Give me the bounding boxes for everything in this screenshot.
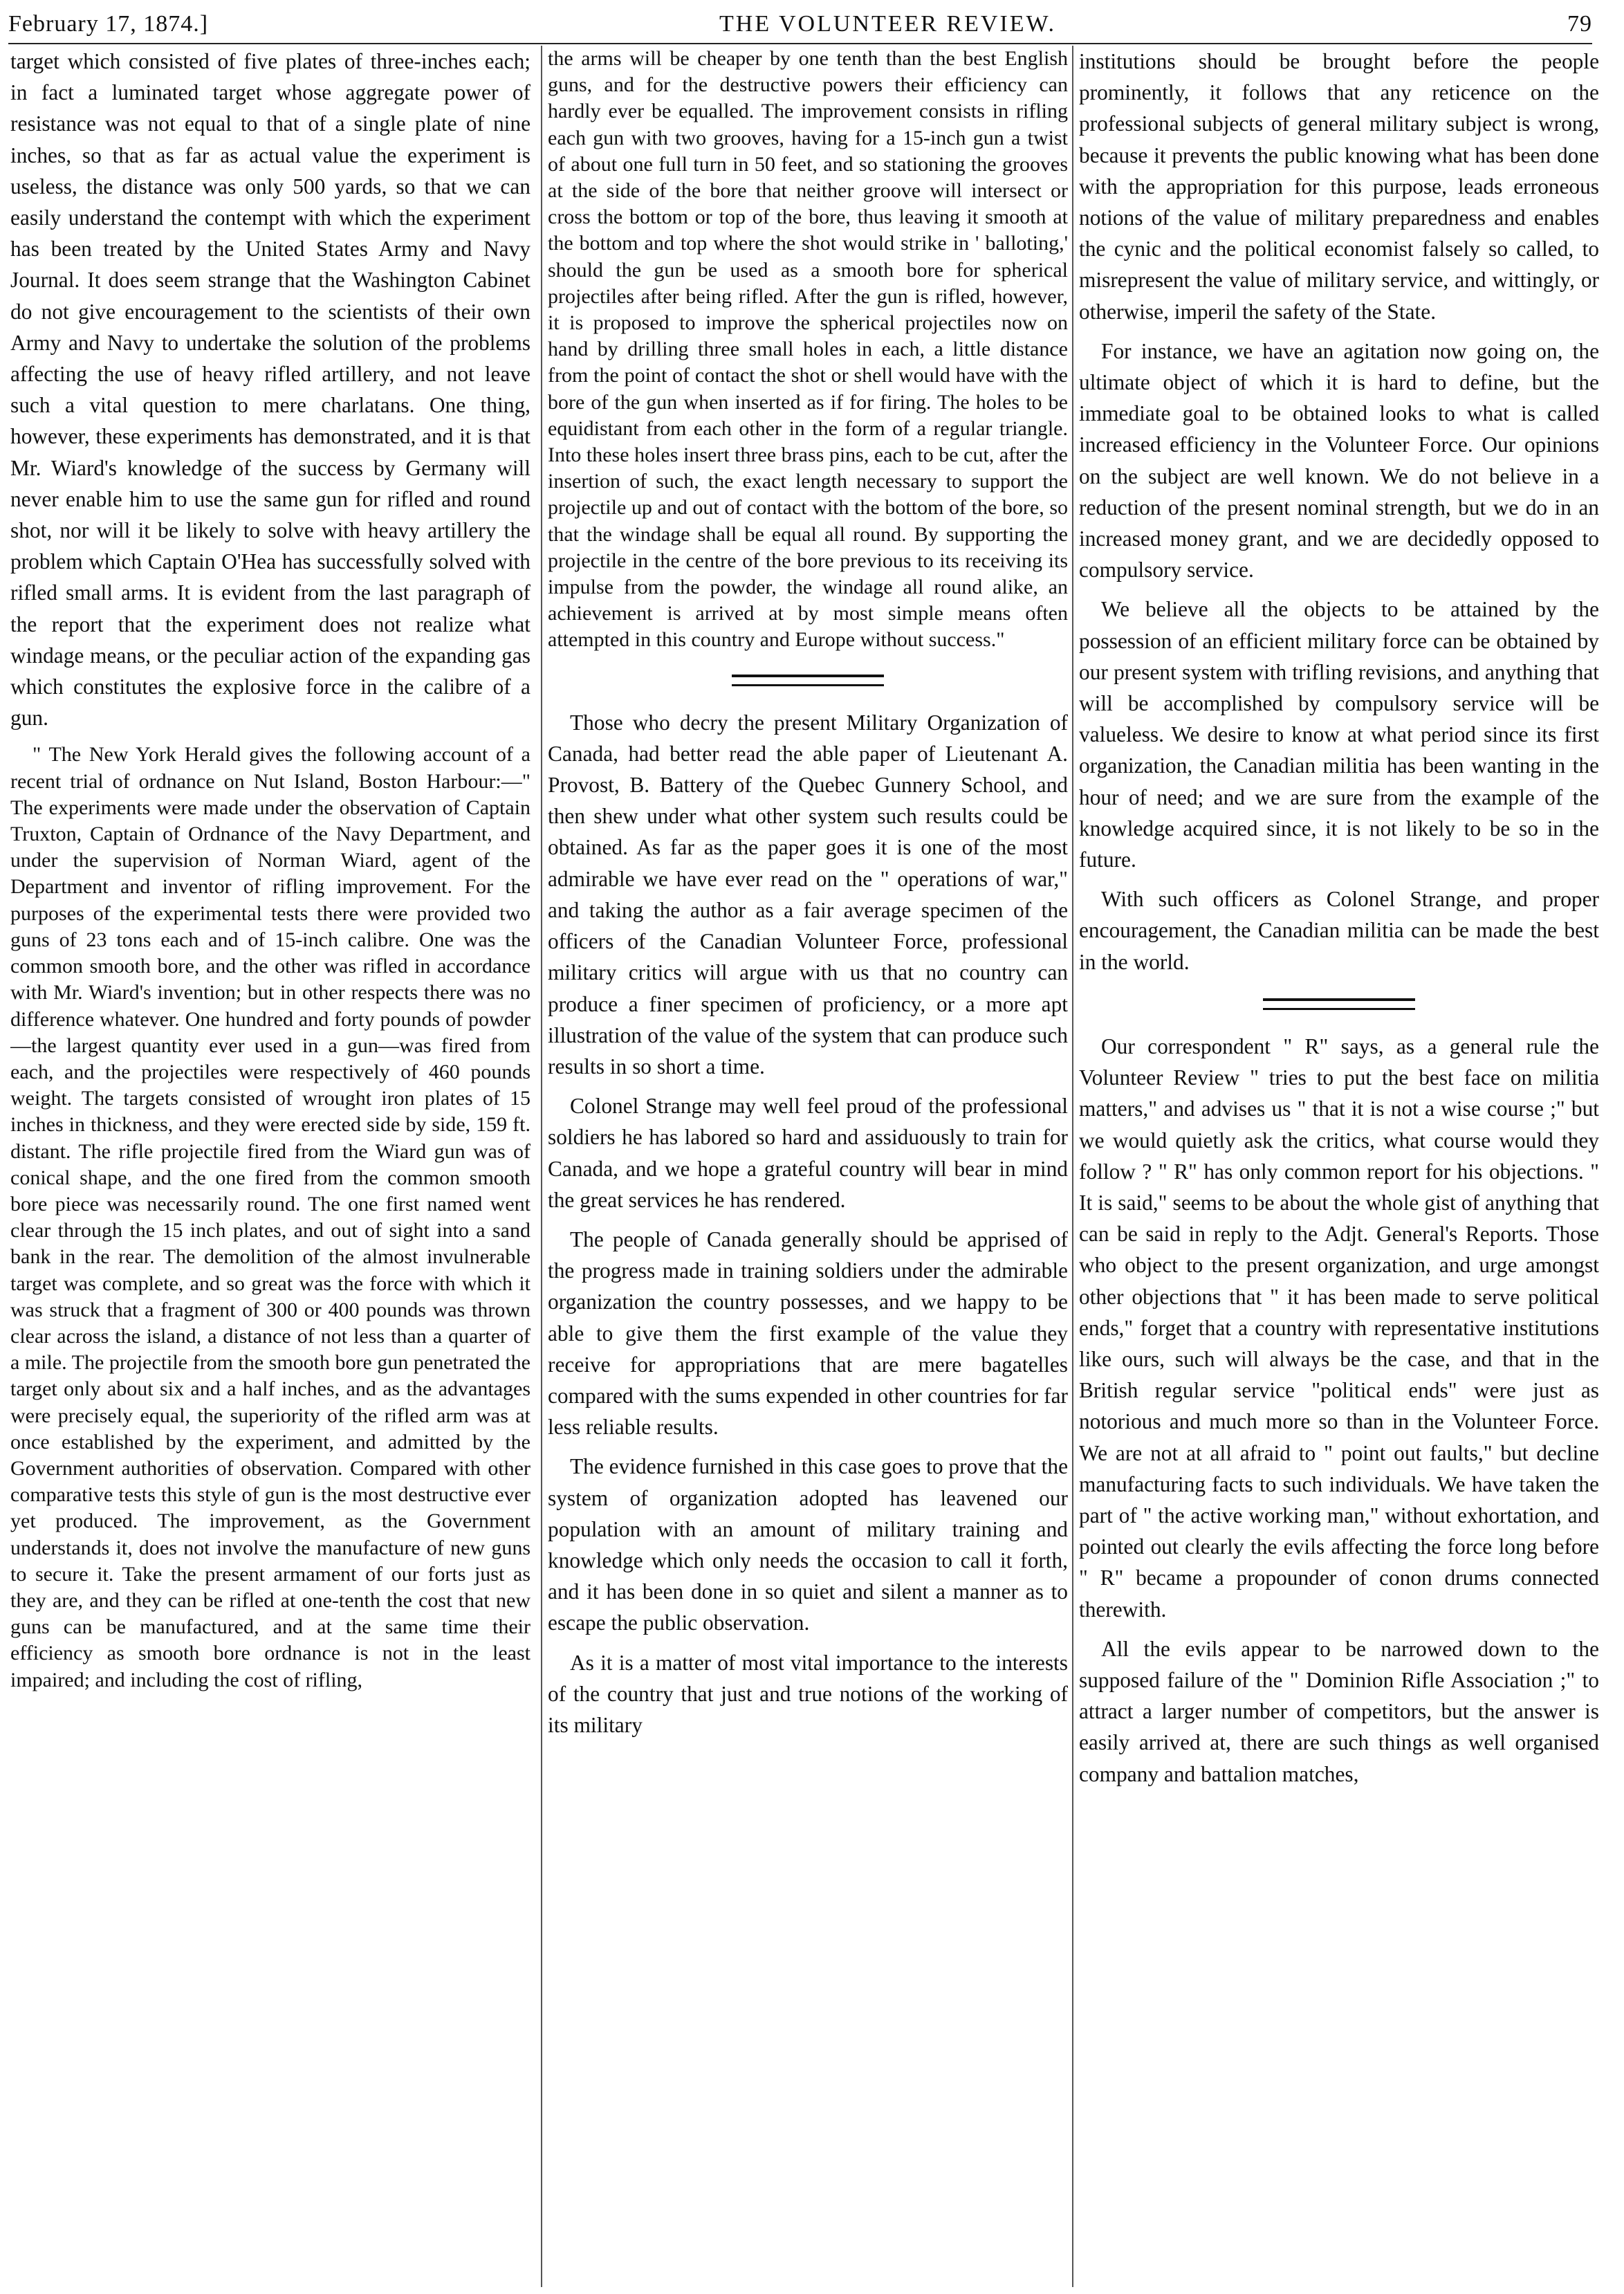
column-rule-2 xyxy=(1072,46,1073,2287)
article-paragraph: The evidence furnished in this case goes to prove that the system of organization adopted has leavened our population with an amount of military training and knowledge which only needs the occasion to call it forth, and it has been done in so quiet and silent a manner as to escape the public observation. xyxy=(548,1454,1068,1635)
article-paragraph: Colonel Strange may well feel proud of the professional soldiers he has labored so hard and assiduously to train for Canada, and we hope a grateful country will bear in mind the great services he has rendered. xyxy=(548,1094,1068,1212)
masthead-title: THE VOLUNTEER REVIEW. xyxy=(719,11,1057,37)
column-1 xyxy=(10,46,530,2273)
running-header xyxy=(8,7,1592,42)
article-paragraph: With such officers as Colonel Strange, and proper encouragement, the Canadian militia can be made the best in the world. xyxy=(1079,887,1599,974)
article-paragraph: target which consisted of five plates of three-inches each; in fact a luminated target whose aggregate power of resistance was not equal to that of a single plate of nine inches, so that as far as actual value the experiment is useless, the distance was only 500 yards, so that we can easily understand the contempt with which the experiment has been treated by the United States Army and Navy Journal. It does seem strange that the Washington Cabinet do not give encouragement to the scientists of their own Army and Navy to undertake the solution of the problems affecting the use of heavy rifled artillery, and not leave such a vital question to mere charlatans. One thing, however, these experiments has demonstrated, and it is that Mr. Wiard's knowledge of the success by Germany will never enable him to use the same gun for rifled and round shot, nor will it be likely to solve with heavy artillery the problem which Captain O'Hea has successfully solved with rifled small arms. It is evident from the last paragraph of the report that the experiment does not realize what windage means, or the peculiar action of the expanding gas which constitutes the explosive force in the calibre of a gun. xyxy=(10,49,530,731)
article-paragraph: institutions should be brought before the people prominently, it follows that any reticence on the professional subjects of general military subject is wrong, because it prevents the public knowing what has been done with the appropriation for this purpose, leads erroneous notions of the value of military preparedness and enables the cynic and the political economist falsely so called, to misrepresent the value of military service, and wittingly, or otherwise, imperil the safety of the State. xyxy=(1079,49,1599,324)
article-paragraph: " The New York Herald gives the following account of a recent trial of ordnance on Nut Island, Boston Harbour:—" The experiments were made under the observation of Captain Truxton, Captain of Ordnance of the Navy Department, and under the supervision of Norman Wiard, agent of the Department and inventor of rifling improvement. For the purposes of the experimental tests there were provided two guns of 23 tons each and of 15-inch calibre. One was the common smooth bore, and the other was rifled in accordance with Mr. Wiard's invention; but in other respects there was no difference whatever. One hundred and forty pounds of powder—the largest quantity ever used in a gun—was fired from each, and the projectiles were respectively of 460 pounds weight. The targets consisted of wrought iron plates of 15 inches in thickness, and they were erected side by side, 159 ft. distant. The rifle projectile fired from the Wiard gun was of conical shape, and the one fired from the common smooth bore piece was necessarily round. The one first named went clear through the 15 inch plates, and out of sight into a sand bank in the rear. The demolition of the almost invulnerable target was complete, and so great was the force with which it was struck that a fragment of 300 or 400 pounds was thrown clear across the island, a distance of not less than a quarter of a mile. The projectile from the smooth bore gun penetrated the target only about six and a half inches, and as the advantages were precisely equal, the superiority of the rifled arm was at once established by the experiment, and admitted by the Government authorities of observation. Compared with other comparative tests this style of gun is the most destructive ever yet produced. The improvement, as the Government understands it, does not involve the manufacture of new guns to secure it. Take the present armament of our forts just as they are, and they can be rifled at one-tenth the cost that new guns can be manufactured, and at the same time their efficiency as smooth bore ordnance is not in the least impaired; and including the cost of rifling, xyxy=(10,743,530,1691)
article-paragraph: All the evils appear to be narrowed down to the supposed failure of the " Dominion Rifle Association ;" to attract a larger number of competitors, but the answer is easily arrived at, there are such things as well organised company and battalion matches, xyxy=(1079,1636,1599,1786)
section-separator xyxy=(732,675,884,686)
header-rule xyxy=(8,43,1592,44)
article-paragraph: As it is a matter of most vital importance to the interests of the country that just and true notions of the working of its military xyxy=(548,1650,1068,1737)
article-paragraph: We believe all the objects to be attained by the possession of an efficient military force can be obtained by our present system with trifling revisions, and anything that will be accomplished by compulsory service will be valueless. We desire to know at what period since its first organization, the Canadian militia has been wanting in the hour of need; and we are sure from the example of the knowledge acquired since, it is not likely to be so in the future. xyxy=(1079,597,1599,872)
column-2 xyxy=(548,46,1068,2273)
section-separator xyxy=(1263,998,1415,1010)
article-paragraph: The people of Canada generally should be apprised of the progress made in training soldiers under the admirable organization the country possesses, and we happy to be able to give them the first example of the value they receive for appropriations that are mere bagatelles compared with the sums expended in other countries for far less reliable results. xyxy=(548,1227,1068,1440)
issue-date: February 17, 1874.] xyxy=(8,11,209,37)
column-rule-1 xyxy=(541,46,542,2287)
article-paragraph: Those who decry the present Military Organization of Canada, had better read the able paper of Lieutenant A. Provost, B. Battery of the Quebec Gunnery School, and then shew under what other system such results could be obtained. As far as the paper goes it is one of the most admirable we have ever read on the " operations of war," and taking the author as a fair average specimen of the officers of the Canadian Volunteer Force, professional military critics will argue with us that no country can produce a finer specimen of proficiency, or a more apt illustration of the value of the system that can produce such results in so short a time. xyxy=(548,710,1068,1079)
article-paragraph: the arms will be cheaper by one tenth than the best English guns, and for the destructive powers their efficiency can hardly ever be equalled. The improvement consists in rifling each gun with two grooves, having for a 15-inch gun a twist of about one full turn in 50 feet, and so stationing the grooves at the side of the bore that neither groove will intersect or cross the bottom or top of the bore, thus leaving it smooth at the bottom and top where the shot would strike in ' balloting,' should the gun be used as a smooth bore for spherical projectiles after being rifled. After the gun is rifled, however, it is proposed to improve the spherical projectiles now on hand by drilling three small holes in each, a little distance from the point of contact the shot or shell would have with the bore of the gun when inserted as if for firing. The holes to be equidistant from each other in the form of a regular triangle. Into these holes insert three brass pins, each to be cut, after the insertion of such, the exact length necessary to support the projectile up and out of contact with the bottom of the bore, so that the windage shall be equal all round. By supporting the projectile in the centre of the bore previous to its receiving its impulse from the powder, the windage all round alike, an achievement is arrived at by most simple means often attempted in this country and Europe without success." xyxy=(548,47,1068,652)
article-paragraph: For instance, we have an agitation now going on, the ultimate object of which it is hard to define, but the immediate goal to be obtained looks to what is called increased efficiency in the Volunteer Force. Our opinions on the subject are well known. We do not believe in a reduction of the present nominal strength, but we do in an increased money grant, and we are decidedly opposed to compulsory service. xyxy=(1079,338,1599,582)
article-paragraph: Our correspondent " R" says, as a general rule the Volunteer Review " tries to put the best face on militia matters," and advises us " that it is not a wise course ;" but we would quietly ask the critics, what course would they follow ? " R" has only common report for his objections. " It is said," seems to be about the whole gist of anything that can be said in reply to the Adjt. General's Reports. Those who object to the present organization, and urge amongst other objections that " it has been made to serve political ends," forget that a country with representative institutions like ours, such will always be the case, and that in the British regular service "political ends" were just as notorious and much more so than in the Volunteer Force. We are not at all afraid to " point out faults," but decline manufacturing facts to such individuals. We have taken the part of " the active working man," without exhortation, and pointed out clearly the evils affecting the force long before " R" became a propounder of conon drums connected therewith. xyxy=(1079,1034,1599,1622)
column-3 xyxy=(1079,46,1599,2273)
page-number: 79 xyxy=(1567,11,1592,37)
